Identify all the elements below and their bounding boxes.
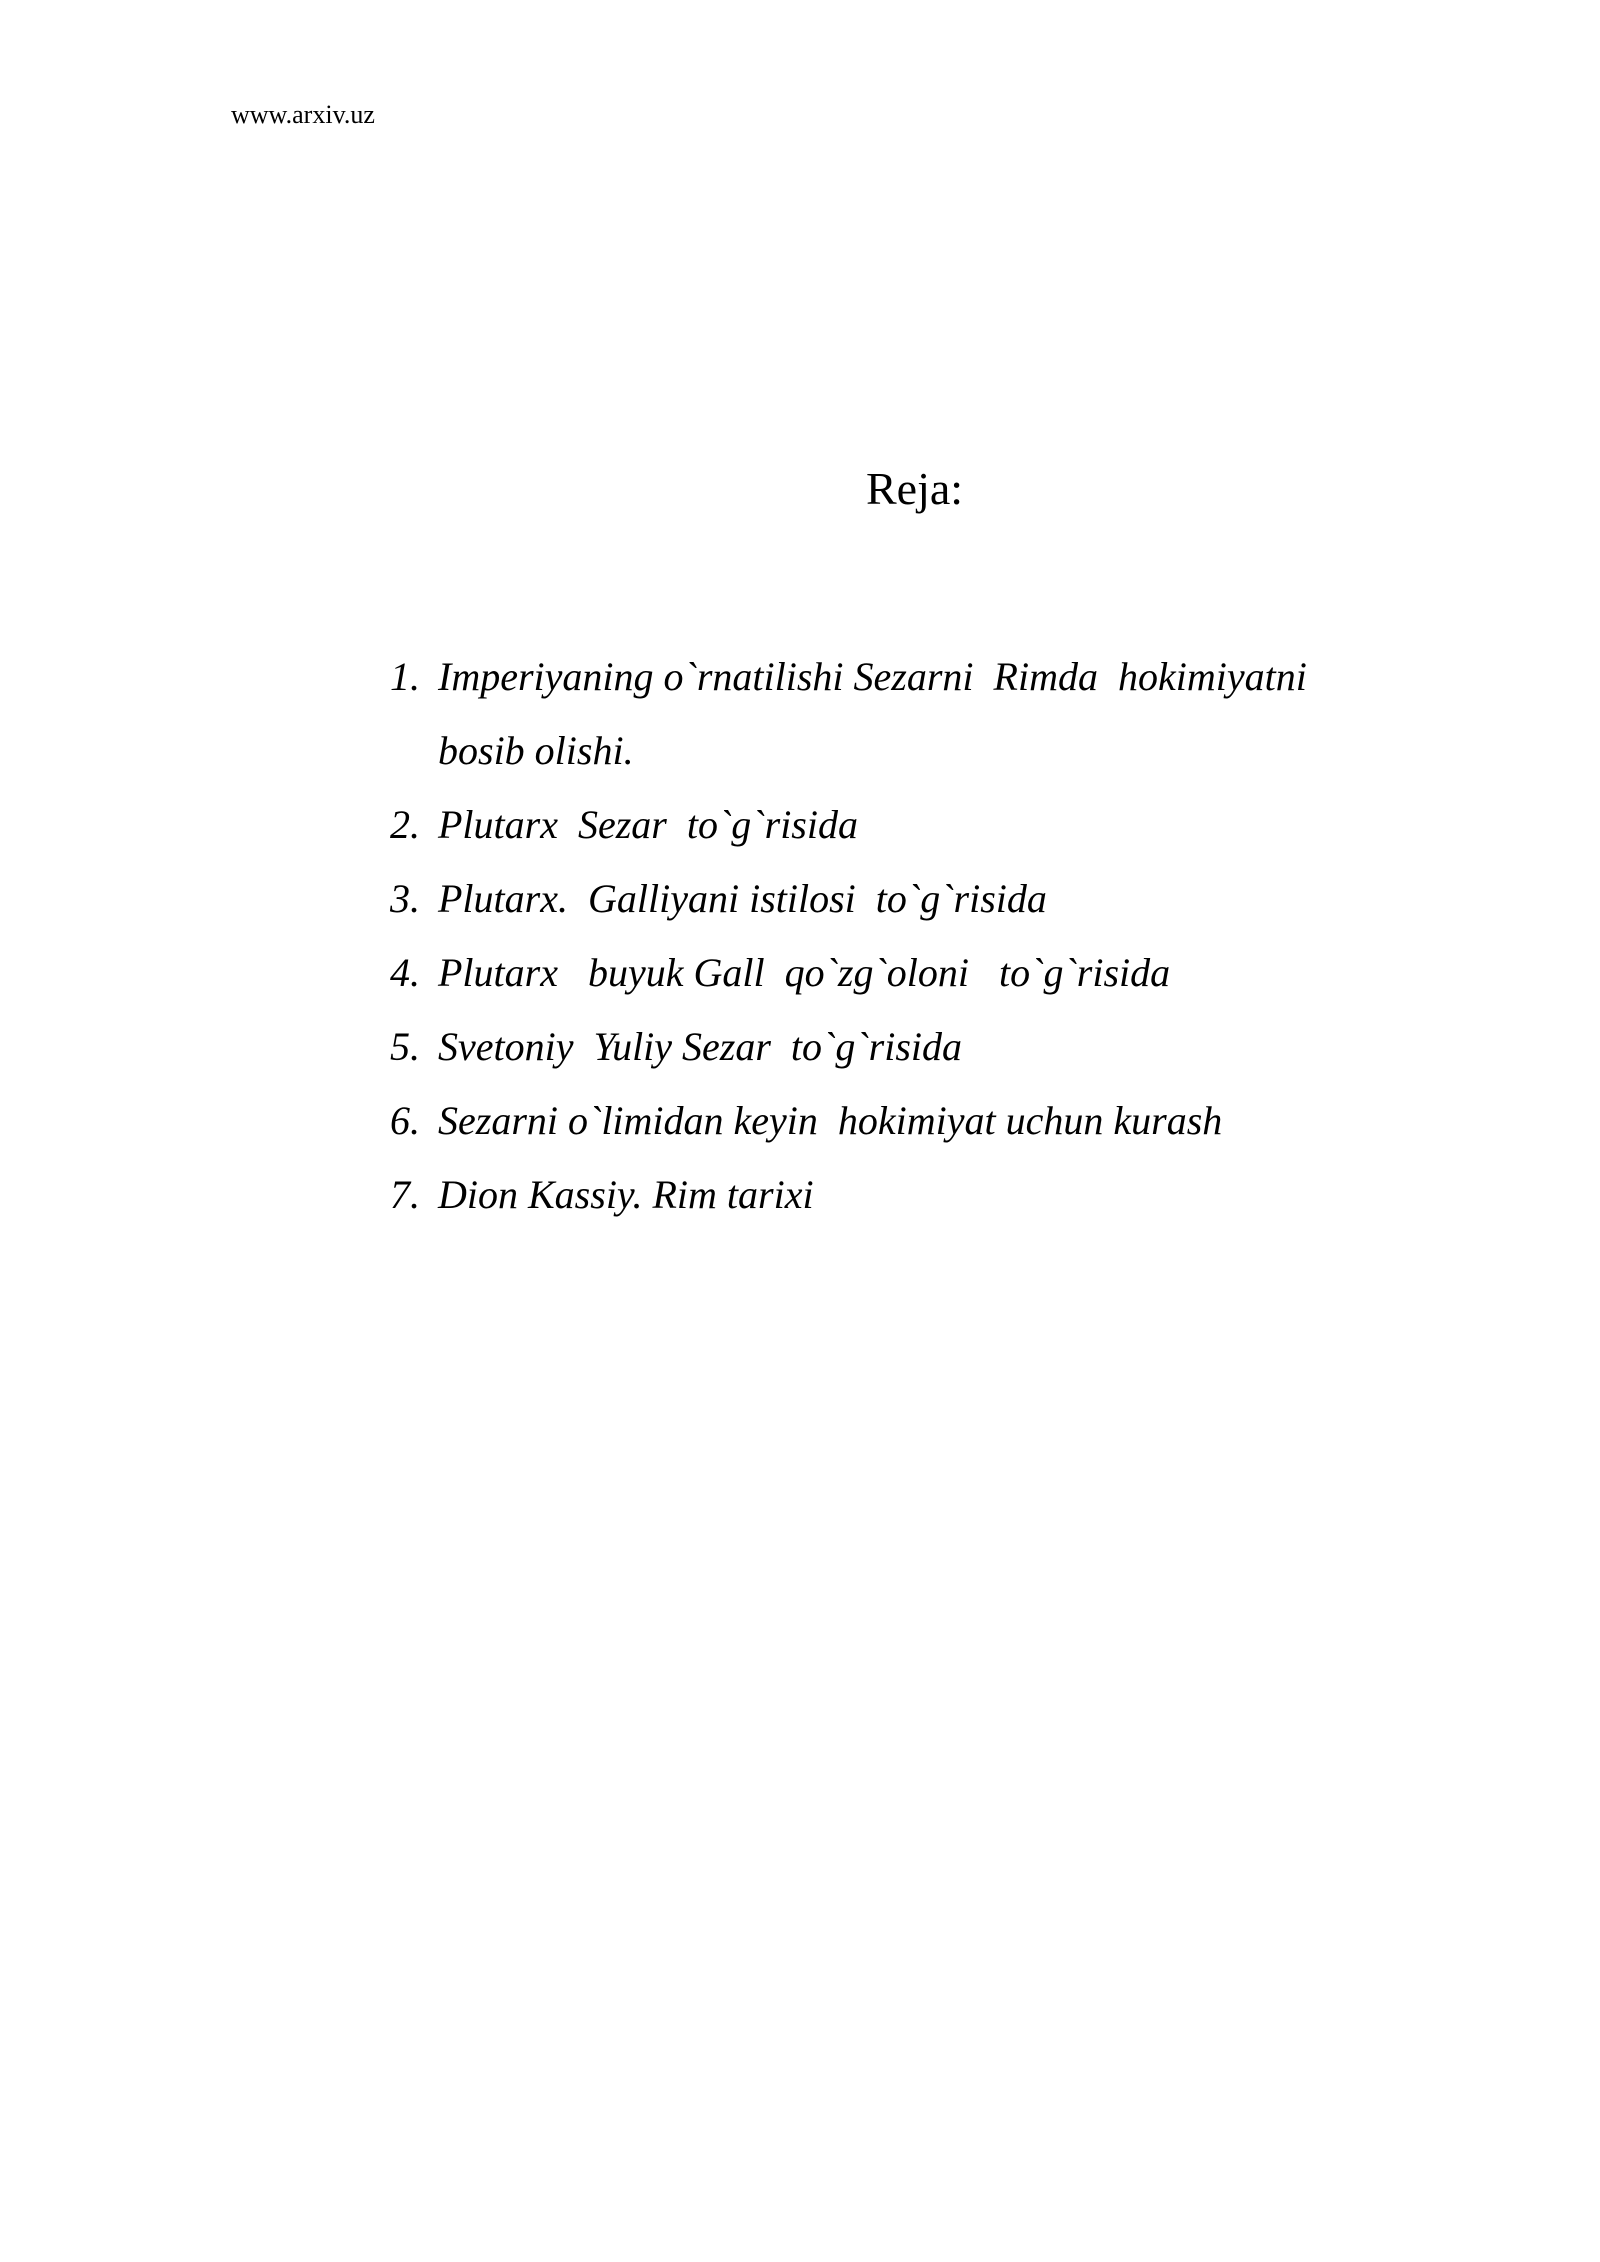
plan-item-text: Sezarni o`limidan keyin hokimiyat uchun kurash <box>438 1098 1223 1143</box>
plan-item-number: 1. <box>390 654 420 699</box>
plan-item-line: Imperiyaning o`rnatilishi Sezarni Rimda hokimiyatni <box>438 654 1307 699</box>
plan-item-text: Plutarx Sezar to`g`risida <box>438 802 858 847</box>
plan-item-2 <box>390 788 1307 862</box>
plan-item-5 <box>390 1010 1307 1084</box>
plan-item-number: 5. <box>390 1024 420 1069</box>
plan-item-number: 4. <box>390 950 420 995</box>
plan-item-number: 3. <box>390 876 420 921</box>
plan-item-6 <box>390 1084 1307 1158</box>
plan-item-text <box>438 640 1307 788</box>
plan-item-text: Svetoniy Yuliy Sezar to`g`risida <box>438 1024 963 1069</box>
page-title: Reja: <box>866 463 964 514</box>
plan-item-line: bosib olishi. <box>438 728 634 773</box>
plan-item-1 <box>390 640 1307 788</box>
plan-item-4 <box>390 936 1307 1010</box>
plan-item-3 <box>390 862 1307 936</box>
plan-list <box>390 640 1307 1232</box>
plan-item-7 <box>390 1158 1307 1232</box>
site-url: www.arxiv.uz <box>231 100 375 129</box>
plan-item-number: 2. <box>390 802 420 847</box>
plan-item-number: 7. <box>390 1172 420 1217</box>
plan-item-text: Plutarx. Galliyani istilosi to`g`risida <box>438 876 1047 921</box>
plan-item-number: 6. <box>390 1098 420 1143</box>
plan-item-text: Dion Kassiy. Rim tarixi <box>438 1172 814 1217</box>
plan-item-text: Plutarx buyuk Gall qo`zg`oloni to`g`risida <box>438 950 1171 995</box>
